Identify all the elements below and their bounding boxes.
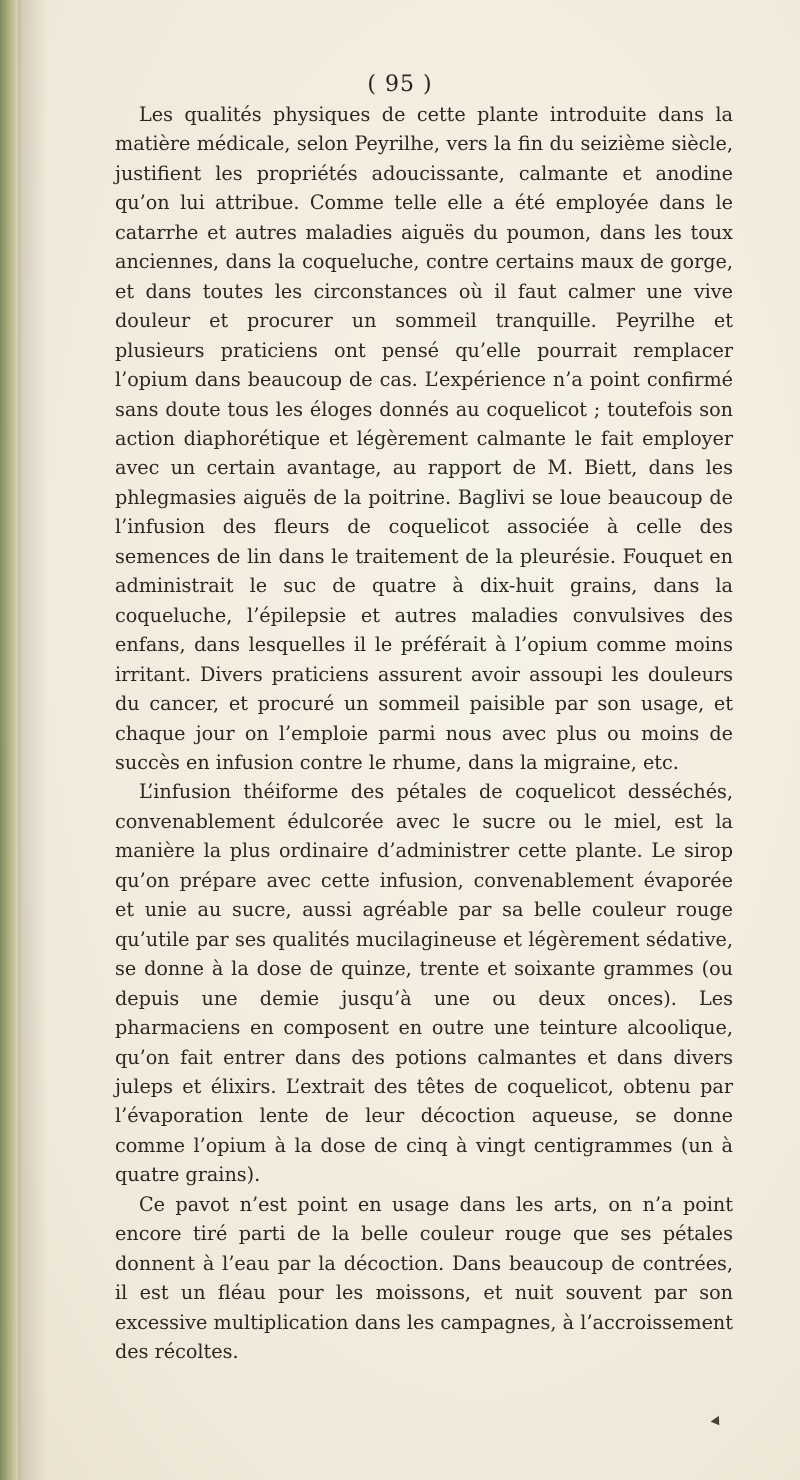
page-number: ( 95 ) xyxy=(367,72,433,97)
paragraph-preparations: L’infusion théiforme des pétales de coquelicot desséchés, convenablement édulcorée avec le sucre ou le miel, est la manière la plus ordinaire d’administrer cette plante. Le sirop qu’on prépare avec cette infusion, convenablement évaporée et unie au sucre, aussi agréable par sa belle couleur rouge qu’utile par ses qualités mucilagineuse et légèrement sédative, se donne à la dose de quinze, trente et soixante grammes (ou depuis une demie jusqu’à une ou deux onces). Les pharmaciens en composent en outre une teinture alcoolique, qu’on fait entrer dans des potions calmantes et dans divers juleps et élixirs. L’extrait des têtes de coquelicot, obtenu par l’évaporation lente de leur décoction aqueuse, se donne comme l’opium à la dose de cinq à vingt centigrammes (un à quatre grains). xyxy=(115,780,733,1187)
paragraph-medical-uses: Les qualités physiques de cette plante introduite dans la matière médicale, selon Peyrilhe, vers la fin du seizième siècle, justifient les propriétés adoucissante, calmante et anodine qu’on lui attribue. Comme telle elle a été employée dans le catarrhe et autres maladies aiguës du poumon, dans les toux anciennes, dans la coqueluche, contre certains maux de gorge, et dans toutes les circonstances où il faut calmer une vive douleur et procurer un sommeil tranquille. Peyrilhe et plusieurs praticiens ont pensé qu’elle pourrait remplacer l’opium dans beaucoup de cas. L’expérience n’a point confirmé sans doute tous les éloges donnés au coquelicot ; toutefois son action diaphorétique et légèrement calmante le fait employer avec un certain avantage, au rapport de M. Biett, dans les phlegmasies aiguës de la poitrine. Baglivi se loue beaucoup de l’infusion des fleurs de coquelicot associée à celle des semences de lin dans le traitement de la pleurésie. Fouquet en administrait le suc de quatre à dix-huit grains, dans la coqueluche, l’épilepsie et autres maladies convulsives des enfans, dans lesquelles il le préférait à l’opium comme moins irritant. Divers praticiens assurent avoir assoupi les douleurs du cancer, et procuré un sommeil paisible par son usage, et chaque jour on l’emploie parmi nous avec plus ou moins de succès en infusion contre le rhume, dans la migraine, etc. xyxy=(115,103,733,774)
paragraph-arts-and-agriculture: Ce pavot n’est point en usage dans les arts, on n’a point encore tiré parti de la belle couleur rouge que ses pétales donnent à l’eau par la décoction. Dans beaucoup de contrées, il est un fléau pour les moissons, et nuit souvent par son excessive multiplication dans les campagnes, à l’accroissement des récoltes. xyxy=(115,1192,733,1364)
body-text xyxy=(115,100,733,1366)
page-binding-shadow xyxy=(18,0,48,1480)
ink-mark-icon xyxy=(711,1416,724,1428)
